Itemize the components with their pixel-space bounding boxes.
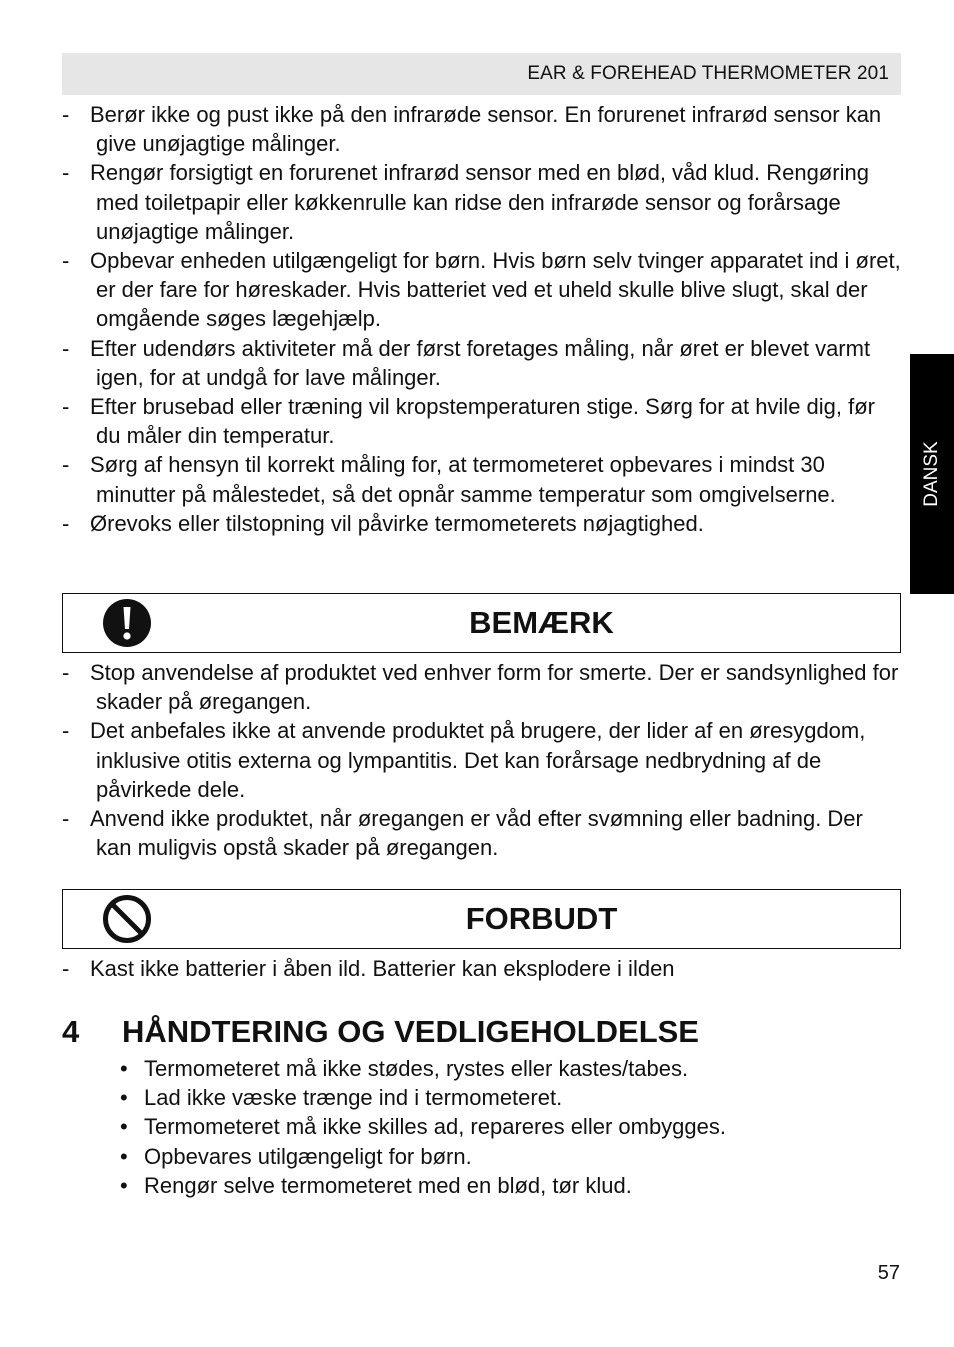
list-item: • Lad ikke væske trænge ind i termometeret. [120, 1085, 563, 1111]
language-tab [910, 354, 954, 594]
note-box [62, 593, 901, 653]
forbidden-box-title: FORBUDT [465, 901, 618, 936]
list-item: - Rengør forsigtigt en forurenet infrarød sensor med en blød, våd klud. Rengøring med toiletpapir eller køkkenrulle kan ridse den infrarøde sensor og forårsage unøjagtige målinger. [62, 160, 869, 244]
list-item: • Termometeret må ikke stødes, rystes eller kastes/tabes. [120, 1056, 689, 1081]
list-item: - Opbevar enheden utilgængeligt for børn. Hvis børn selv tvinger apparatet ind i øret, er der fare for høreskader. Hvis batteriet ved et uheld skulle blive slugt, skal der omgående søges lægehjælp. [62, 248, 901, 332]
list-item: - Anvend ikke produktet, når øregangen er våd efter svømning eller badning. Der kan muligvis opstå skader på øregangen. [62, 806, 863, 861]
header-bar [62, 53, 901, 95]
list-item: - Stop anvendelse af produktet ved enhver form for smerte. Der er sandsynlighed for skader på øregangen. [62, 660, 899, 715]
section-heading [62, 1014, 699, 1050]
list-item: - Efter udendørs aktiviteter må der først foretages måling, når øret er blevet varmt igen, for at undgå for lave målinger. [62, 335, 871, 390]
care-list [120, 1054, 880, 1200]
list-item: - Det anbefales ikke at anvende produktet på brugere, der lider af en øresygdom, inklusive otitis externa og lympantitis. Det kan forårsage nedbrydning af de påvirkede dele. [62, 718, 866, 802]
note-box-title: BEMÆRK [469, 605, 614, 640]
section-title: HÅNDTERING OG VEDLIGEHOLDELSE [122, 1014, 699, 1049]
forbidden-box [62, 889, 901, 949]
list-item: - Sørg af hensyn til korrekt måling for, at termometeret opbevares i mindst 30 minutter på målestedet, så det opnår samme temperatur som omgivelserne. [62, 452, 836, 507]
forbidden-list [62, 954, 902, 983]
list-item: - Berør ikke og pust ikke på den infrarøde sensor. En forurenet infrarød sensor kan give unøjagtige målinger. [62, 102, 882, 157]
list-item: - Kast ikke batterier i åben ild. Batterier kan eksplodere i ilden [62, 956, 675, 981]
list-item: • Termometeret må ikke skilles ad, repareres eller ombygges. [120, 1114, 727, 1140]
list-item: - Ørevoks eller tilstopning vil påvirke termometerets nøjagtighed. [62, 510, 704, 536]
language-tab-label: DANSK [921, 441, 942, 507]
warnings-list [62, 100, 902, 538]
header-title: EAR & FOREHEAD THERMOMETER 201 [527, 63, 889, 84]
note-list [62, 658, 902, 862]
page-number: 57 [877, 1262, 900, 1284]
list-item: • Rengør selve termometeret med en blød, tør klud. [120, 1172, 632, 1198]
list-item: • Opbevares utilgængeligt for børn. [120, 1143, 472, 1169]
list-item: - Efter brusebad eller træning vil kropstemperaturen stige. Sørg for at hvile dig, før du måler din temperatur. [62, 394, 876, 449]
section-number: 4 [62, 1014, 80, 1049]
